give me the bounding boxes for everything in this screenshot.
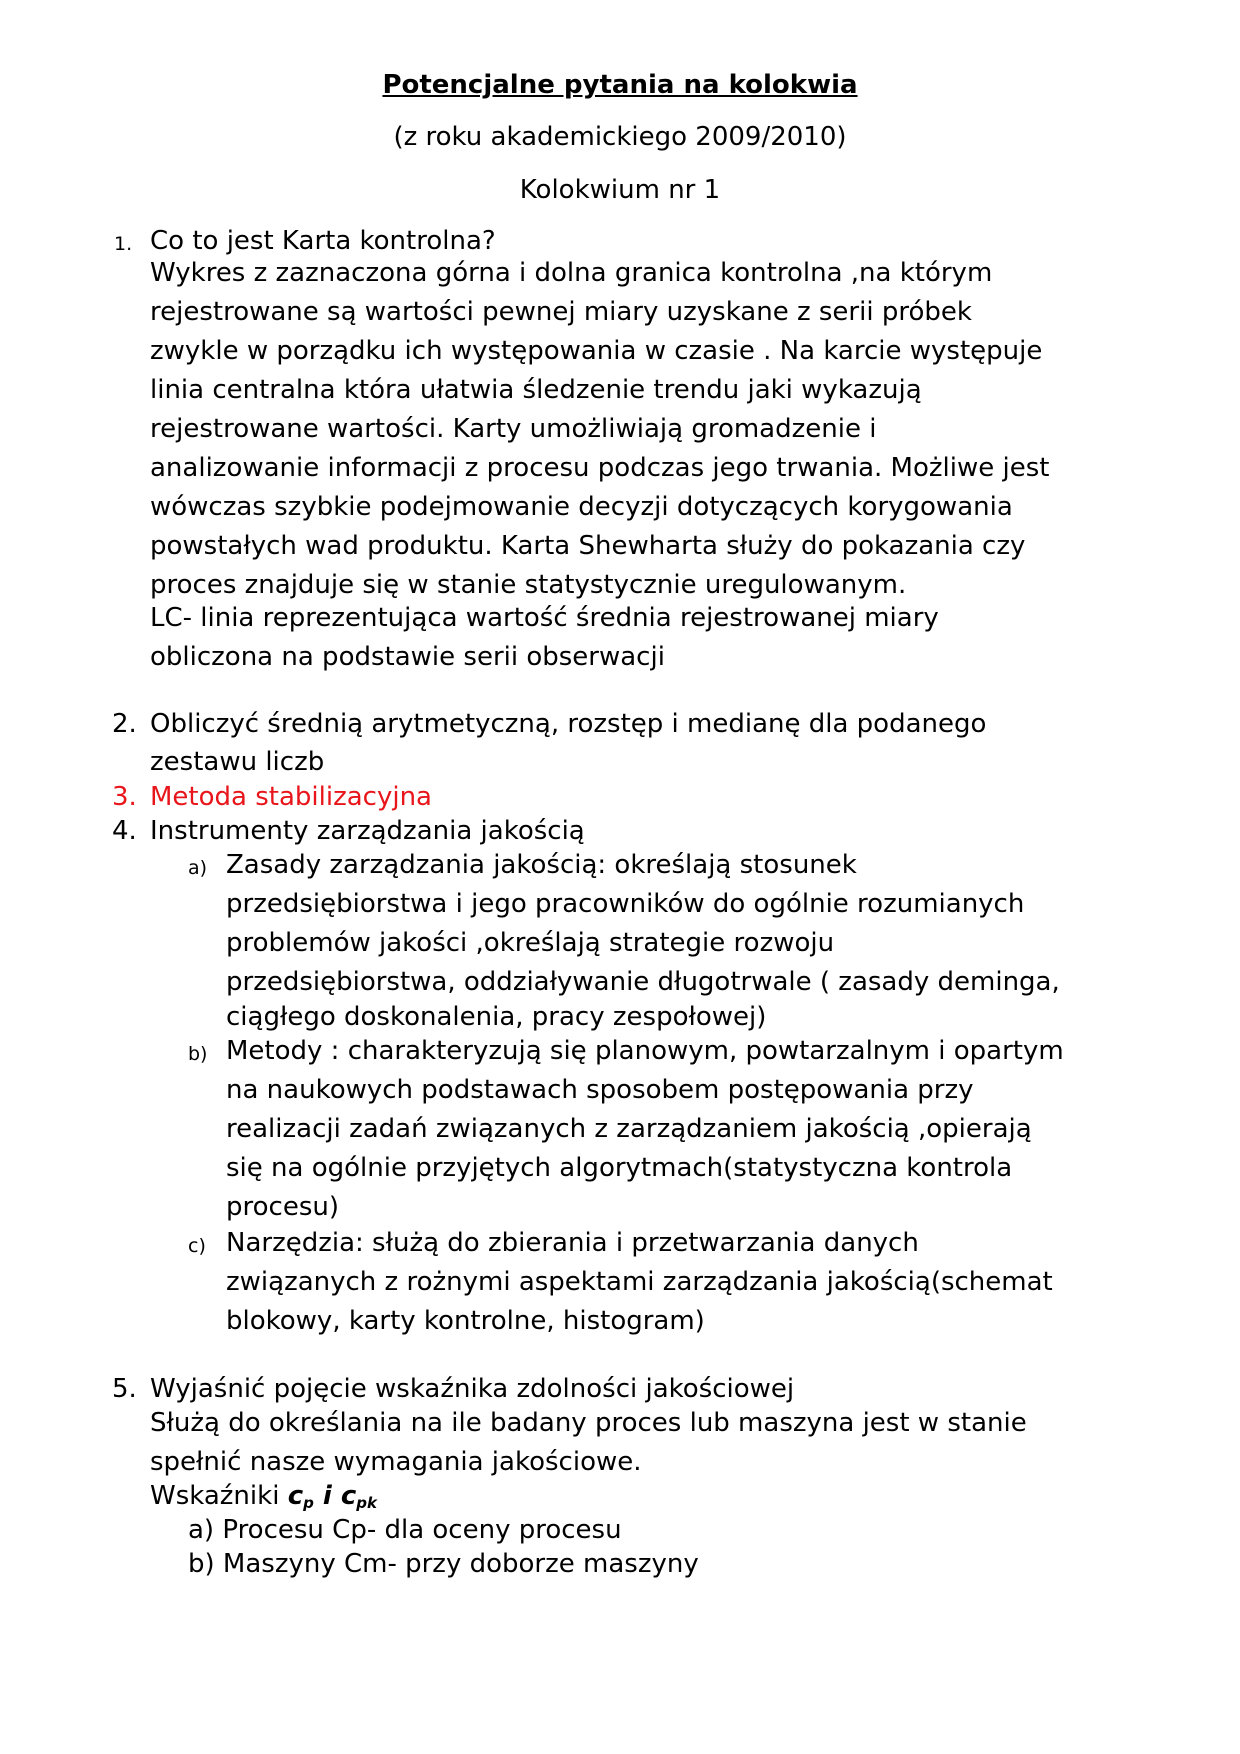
q1-answer-line: Wykres z zaznaczona górna i dolna granica kontrolna ,na którym [150, 258, 993, 288]
q2-number: 2. [112, 709, 137, 739]
q5-question: Wyjaśnić pojęcie wskaźnika zdolności jakościowej [150, 1374, 795, 1404]
q4-text: Instrumenty zarządzania jakością [150, 816, 585, 846]
q1-question: Co to jest Karta kontrolna? [150, 226, 496, 256]
q5-answer-line: spełnić nasze wymagania jakościowe. [150, 1447, 642, 1477]
q1-answer-line: analizowanie informacji z procesu podczas jego trwania. Możliwe jest [150, 453, 1050, 483]
and-word: i [313, 1481, 341, 1511]
document-title: Potencjalne pytania na kolokwia [382, 70, 858, 100]
q4b-line: na naukowych podstawach sposobem postępowania przy [226, 1075, 974, 1105]
q2-text-line: zestawu liczb [150, 747, 325, 777]
q1-answer-line: rejestrowane są wartości pewnej miary uzyskane z serii próbek [150, 297, 972, 327]
q2-text-line: Obliczyć średnią arytmetyczną, rozstęp i medianę dla podanego [150, 709, 987, 739]
cp-symbol: $c_p$ [287, 1481, 314, 1512]
q4b-marker: b) [188, 1043, 208, 1065]
q1-answer-line: rejestrowane wartości. Karty umożliwiają gromadzenie i [150, 414, 877, 444]
q1-number: 1. [114, 233, 133, 255]
q1-answer-line: proces znajduje się w stanie statystycznie uregulowanym. [150, 570, 907, 600]
q4c-marker: c) [188, 1235, 206, 1257]
q4b-line: się na ogólnie przyjętych algorytmach(statystyczna kontrola [226, 1153, 1013, 1183]
q4a-line: przedsiębiorstwa, oddziaływanie długotrwale ( zasady deminga, [226, 967, 1060, 997]
q4b-line: procesu) [226, 1192, 339, 1222]
q3-text: Metoda stabilizacyjna [150, 782, 432, 812]
q1-answer-line: linia centralna która ułatwia śledzenie trendu jaki wykazują [150, 375, 922, 405]
section-heading: Kolokwium nr 1 [519, 175, 721, 205]
q1-answer-line: obliczona na podstawie serii obserwacji [150, 642, 665, 672]
q1-answer-line: powstałych wad produktu. Karta Shewharta służy do pokazania czy [150, 531, 1026, 561]
q1-answer-line: zwykle w porządku ich występowania w czasie . Na karcie występuje [150, 336, 1043, 366]
q4c-line: blokowy, karty kontrolne, histogram) [226, 1306, 705, 1336]
q5-sub-item: b) Maszyny Cm- przy doborze maszyny [188, 1549, 699, 1579]
q5-sub-item: a) Procesu Cp- dla oceny procesu [188, 1515, 622, 1545]
q1-answer-line: LC- linia reprezentująca wartość średnia rejestrowanej miary [150, 603, 939, 633]
q5-number: 5. [112, 1374, 137, 1404]
q4b-line: realizacji zadań związanych z zarządzaniem jakością ,opierają [226, 1114, 1032, 1144]
q5-indicators-line [150, 1481, 377, 1518]
q1-answer-line: wówczas szybkie podejmowanie decyzji dotyczących korygowania [150, 492, 1013, 522]
q4b-line: Metody : charakteryzują się planowym, powtarzalnym i opartym [226, 1036, 1064, 1066]
document-subtitle: (z roku akademickiego 2009/2010) [393, 122, 847, 152]
q4-number: 4. [112, 816, 137, 846]
q4a-line: Zasady zarządzania jakością: określają stosunek [226, 850, 857, 880]
q4a-line: ciągłego doskonalenia, pracy zespołowej) [226, 1002, 767, 1032]
q4a-line: problemów jakości ,określają strategie rozwoju [226, 928, 835, 958]
q4c-line: związanych z rożnymi aspektami zarządzania jakością(schemat [226, 1267, 1053, 1297]
q4a-marker: a) [188, 857, 208, 879]
cpk-symbol: $c_{pk}$ [340, 1481, 378, 1512]
q5-indicators-label: Wskaźniki [150, 1481, 288, 1511]
q5-answer-line: Służą do określania na ile badany proces lub maszyna jest w stanie [150, 1408, 1027, 1438]
q3-number: 3. [112, 782, 137, 812]
q4a-line: przedsiębiorstwa i jego pracowników do ogólnie rozumianych [226, 889, 1025, 919]
q4c-line: Narzędzia: służą do zbierania i przetwarzania danych [226, 1228, 919, 1258]
